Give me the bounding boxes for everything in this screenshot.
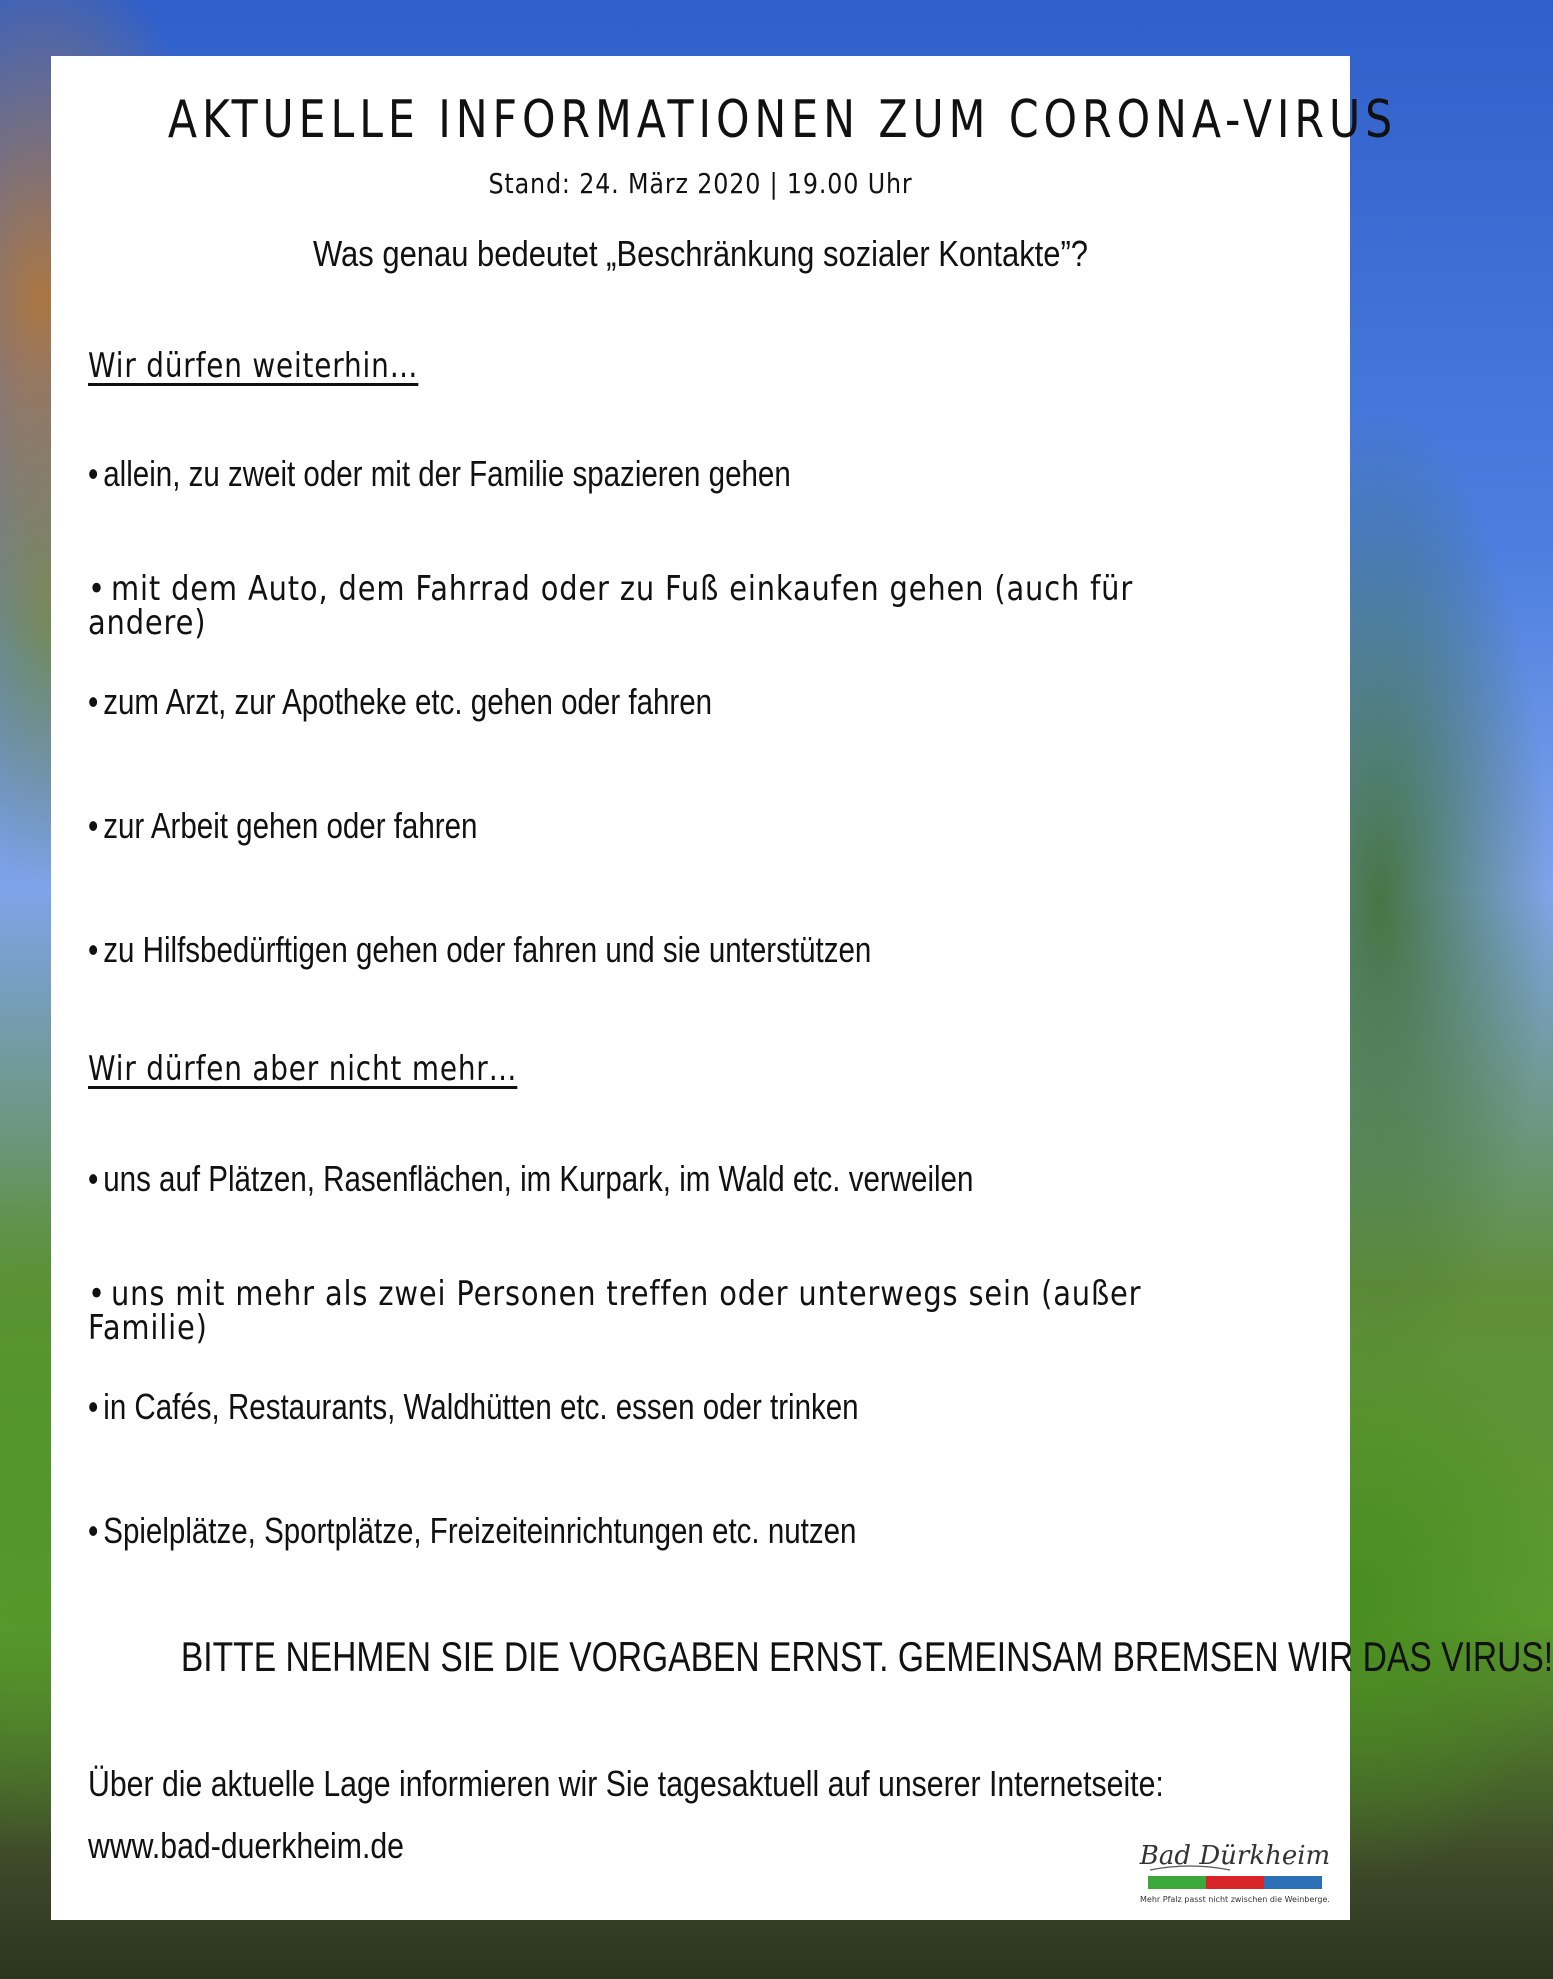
- bullet: •: [88, 1510, 99, 1551]
- list-item: [88, 805, 478, 846]
- list-item: [88, 1158, 974, 1199]
- list-item: [88, 929, 872, 970]
- bullet: •: [88, 569, 106, 609]
- list-item-text: allein, zu zweit oder mit der Familie spazieren gehen: [103, 453, 791, 494]
- list-item-text: zur Arbeit gehen oder fahren: [103, 805, 478, 846]
- info-text: Über die aktuelle Lage informieren wir Sie tagesaktuell auf unserer Internetseite:: [88, 1763, 1164, 1804]
- list-item-text: zu Hilfsbedürftigen gehen oder fahren und sie unterstützen: [103, 929, 872, 970]
- list-item: [88, 453, 791, 494]
- bullet: •: [88, 805, 99, 846]
- list-item: [88, 681, 713, 722]
- bullet: •: [88, 1158, 99, 1199]
- bullet: •: [88, 1274, 106, 1314]
- list-item: [88, 1274, 1261, 1348]
- forbidden-heading: Wir dürfen aber nicht mehr…: [88, 1049, 518, 1089]
- list-item-text: Spielplätze, Sportplätze, Freizeiteinrichtungen etc. nutzen: [103, 1510, 857, 1551]
- bullet: •: [88, 453, 99, 494]
- subtitle-question: Was genau bedeutet „Beschränkung sozialer Kontakte”?: [312, 233, 1089, 274]
- city-logo: [1130, 1836, 1340, 1908]
- timestamp: Stand: 24. März 2020 | 19.00 Uhr: [488, 167, 913, 200]
- bullet: •: [88, 929, 99, 970]
- allowed-heading: Wir dürfen weiterhin…: [88, 346, 419, 386]
- list-item: [88, 1510, 857, 1551]
- list-item-text: zum Arzt, zur Apotheke etc. gehen oder fahren: [103, 681, 713, 722]
- appeal-text: BITTE NEHMEN SIE DIE VORGABEN ERNST. GEMEINSAM BREMSEN WIR DAS VIRUS!: [180, 1633, 1553, 1680]
- logo-image: [1130, 1836, 1340, 1908]
- bullet: •: [88, 681, 99, 722]
- notice-panel: [51, 56, 1553, 1920]
- logo-wordmark: Bad Dürkheim: [1139, 1841, 1331, 1871]
- list-item-text: in Cafés, Restaurants, Waldhütten etc. essen oder trinken: [103, 1386, 859, 1427]
- bullet: •: [88, 1386, 99, 1427]
- list-item-text: mit dem Auto, dem Fahrrad oder zu Fuß einkaufen gehen (auch für andere): [88, 569, 1134, 643]
- list-item: [88, 569, 1261, 643]
- list-item-text: uns auf Plätzen, Rasenflächen, im Kurpark, im Wald etc. verweilen: [103, 1158, 974, 1199]
- page-title: AKTUELLE INFORMATIONEN ZUM CORONA-VIRUS: [167, 90, 1398, 150]
- list-item: [88, 1386, 859, 1427]
- logo-slogan: Mehr Pfalz passt nicht zwischen die Weinberge.: [1140, 1895, 1330, 1904]
- list-item-text: uns mit mehr als zwei Personen treffen oder unterwegs sein (außer Familie): [88, 1274, 1142, 1348]
- website-link[interactable]: www.bad-duerkheim.de: [88, 1825, 405, 1866]
